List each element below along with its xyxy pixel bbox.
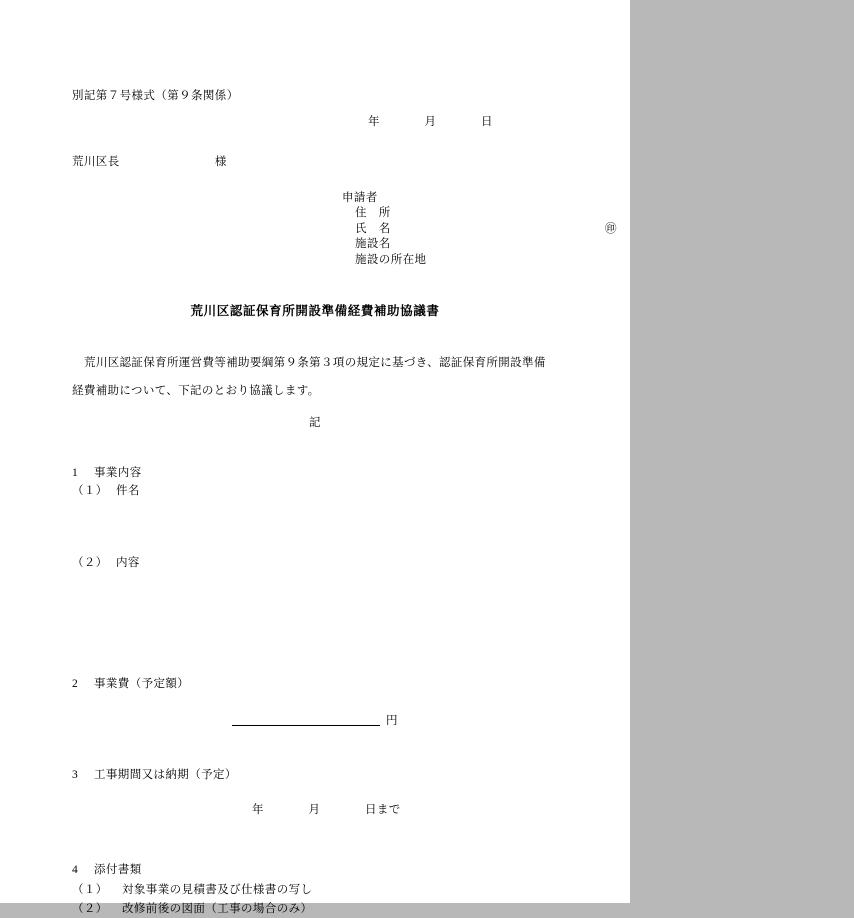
- header-date-line: [72, 114, 854, 131]
- section-3-number: 3: [72, 768, 79, 781]
- applicant-block: [72, 190, 617, 268]
- section-3: [72, 767, 558, 784]
- amount-input-blank[interactable]: [232, 713, 380, 726]
- section-3-title: 工事期間又は納期（予定）: [94, 768, 237, 781]
- section-1-item-1-text: 件名: [116, 484, 140, 497]
- amount-field-row: [72, 713, 558, 730]
- applicant-facility-address-label: 施設の所在地: [355, 253, 427, 266]
- completion-date-line: [72, 802, 558, 819]
- document-body: [72, 88, 617, 918]
- section-4-item-2-text: 改修前後の図面（工事の場合のみ）: [122, 902, 313, 915]
- header-date-year: 年: [368, 116, 380, 129]
- section-1-item-2-text: 内容: [116, 557, 140, 570]
- section-4-item-2: [72, 901, 558, 918]
- page-title: 荒川区認証保育所開設準備経費補助協議書: [190, 304, 440, 319]
- addressee-honorific: 様: [214, 155, 227, 168]
- applicant-heading: 申請者: [342, 191, 378, 204]
- addressee: [72, 154, 558, 171]
- section-2-title: 事業費（予定額）: [94, 678, 190, 691]
- applicant-facility-address-row: [342, 252, 558, 268]
- section-4-item-2-label: （２）: [72, 902, 108, 915]
- section-1-item-2-label: （２）: [72, 557, 108, 570]
- section-1-item-1: [72, 483, 558, 500]
- applicant-name-label: 氏 名: [355, 222, 391, 235]
- section-4: [72, 862, 558, 918]
- completion-date-year: 年: [252, 804, 264, 817]
- form-number: 別記第７号様式（第９条関係）: [72, 90, 239, 102]
- intro-line-2: 経費補助について、下記のとおり協議します。: [72, 385, 320, 398]
- applicant-facility-label: 施設名: [355, 238, 391, 251]
- amount-unit: 円: [386, 714, 398, 727]
- section-4-item-1-label: （１）: [72, 883, 108, 896]
- intro-paragraph: [72, 349, 558, 405]
- section-1-item-2: [72, 555, 558, 572]
- section-1-title: 事業内容: [94, 466, 142, 479]
- completion-date-day: 日まで: [364, 804, 401, 817]
- applicant-address-row: [342, 205, 558, 221]
- section-1: [72, 465, 558, 573]
- seal-icon: ㊞: [605, 222, 617, 235]
- intro-line-1: 荒川区認証保育所運営費等補助要綱第９条第３項の規定に基づき、認証保育所開設準備: [84, 357, 546, 369]
- applicant-address-label: 住 所: [355, 207, 391, 220]
- ki-marker: 記: [309, 417, 321, 430]
- header-date-day: 日: [480, 116, 493, 129]
- applicant-name-row: [342, 221, 617, 237]
- section-1-number: 1: [72, 466, 79, 479]
- section-2-number: 2: [72, 678, 79, 691]
- section-4-number: 4: [72, 864, 79, 877]
- section-2-heading: [72, 676, 558, 693]
- section-1-item-1-label: （１）: [72, 484, 108, 497]
- addressee-name: 荒川区長: [72, 155, 120, 168]
- section-4-title: 添付書類: [94, 864, 142, 877]
- section-4-item-1: [72, 882, 558, 899]
- section-2: [72, 676, 558, 693]
- applicant-facility-row: [342, 236, 558, 252]
- section-1-heading: [72, 465, 558, 482]
- header-date-month: 月: [424, 116, 437, 129]
- section-4-item-1-text: 対象事業の見積書及び仕様書の写し: [122, 883, 313, 896]
- completion-date-month: 月: [308, 804, 321, 817]
- section-4-heading: [72, 862, 558, 879]
- section-3-heading: [72, 767, 558, 784]
